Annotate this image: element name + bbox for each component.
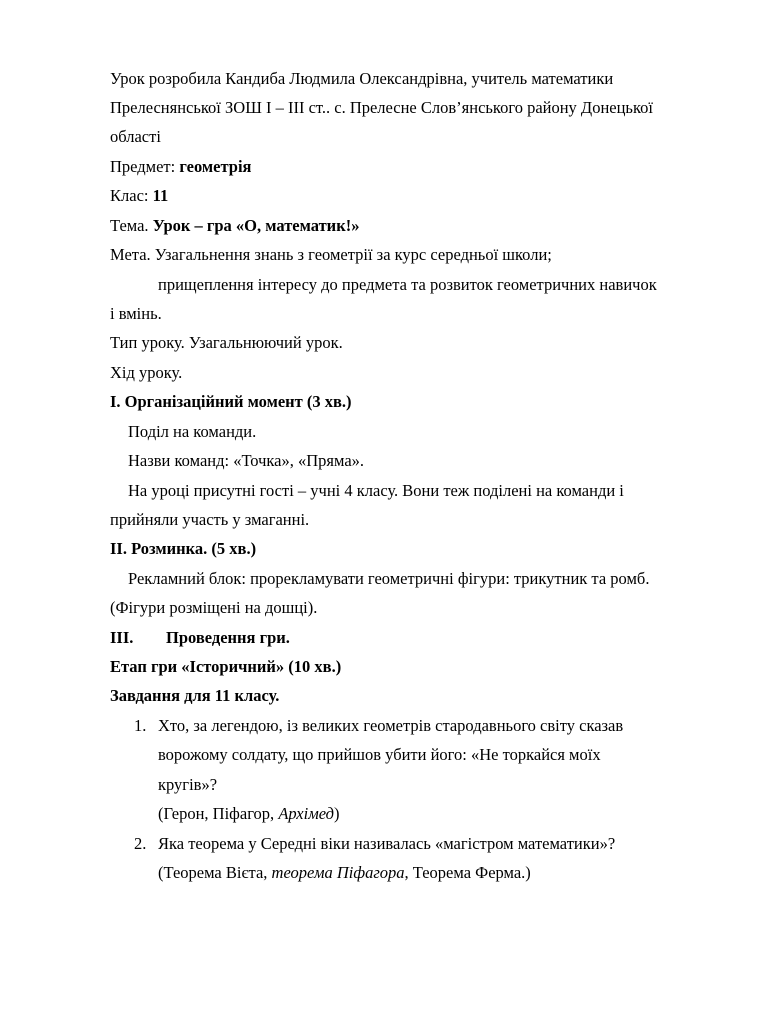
topic-label: Тема. bbox=[110, 216, 153, 235]
question-1-answer-prefix: (Герон, Піфагор, bbox=[158, 804, 279, 823]
section3-heading-text: Проведення гри. bbox=[166, 628, 290, 647]
section2-p1: Рекламний блок: прорекламувати геометричні фігури: трикутник та ромб. bbox=[128, 569, 650, 588]
class-value: 11 bbox=[152, 186, 169, 205]
question-1-number: 1. bbox=[134, 716, 147, 735]
section1-heading: І. Організаційний момент (3 хв.) bbox=[110, 392, 352, 411]
subject-line bbox=[110, 156, 718, 178]
question-1-answer-suffix: ) bbox=[334, 804, 340, 823]
task-heading: Завдання для 11 класу. bbox=[110, 686, 280, 705]
section3-heading bbox=[110, 627, 718, 649]
question-2-line-1 bbox=[134, 833, 718, 855]
question-1-answer bbox=[158, 803, 718, 825]
question-1-answer-correct: Архімед bbox=[278, 804, 335, 823]
author-line-3: області bbox=[110, 127, 161, 146]
question-1-line-1 bbox=[134, 715, 718, 737]
question-1-line-3: кругів»? bbox=[158, 775, 218, 794]
question-2-answer-prefix: (Теорема Вієта, bbox=[158, 863, 272, 882]
author-line-2: Прелеснянської ЗОШ І – ІІІ ст.. с. Прелесне Слов’янського району Донецької bbox=[110, 98, 653, 117]
class-line bbox=[110, 185, 718, 207]
goal-line-2: прищеплення інтересу до предмета та розвиток геометричних навичок bbox=[158, 275, 657, 294]
question-2-answer-correct: теорема Піфагора bbox=[271, 863, 405, 882]
class-label: Клас: bbox=[110, 186, 153, 205]
author-line-1: Урок розробила Кандиба Людмила Олександрівна, учитель математики bbox=[110, 69, 614, 88]
stage-heading: Етап гри «Історичний» (10 хв.) bbox=[110, 657, 342, 676]
topic-line bbox=[110, 215, 718, 237]
section2-p2: (Фігури розміщені на дошці). bbox=[110, 598, 318, 617]
section1-p3-line2: прийняли участь у змаганні. bbox=[110, 510, 310, 529]
goal-line-3: і вмінь. bbox=[110, 304, 162, 323]
question-1-text-1: Хто, за легендою, із великих геометрів стародавнього світу сказав bbox=[158, 716, 624, 735]
question-2-number: 2. bbox=[134, 834, 147, 853]
subject-value: геометрія bbox=[179, 157, 252, 176]
section1-p3-line1: На уроці присутні гості – учні 4 класу. Вони теж поділені на команди і bbox=[128, 481, 624, 500]
topic-value: Урок – гра «О, математик!» bbox=[152, 216, 360, 235]
section2-heading: ІІ. Розминка. (5 хв.) bbox=[110, 539, 257, 558]
lesson-type: Тип уроку. Узагальнюючий урок. bbox=[110, 333, 343, 352]
subject-label: Предмет: bbox=[110, 157, 180, 176]
question-1-line-2: ворожому солдату, що прийшов убити його: «Не торкайся моїх bbox=[158, 745, 601, 764]
section3-heading-num: ІІІ. bbox=[110, 628, 134, 647]
question-2-answer bbox=[158, 862, 718, 884]
lesson-flow: Хід уроку. bbox=[110, 363, 183, 382]
section1-p2: Назви команд: «Точка», «Пряма». bbox=[128, 451, 365, 470]
question-2-text-1: Яка теорема у Середні віки називалась «магістром математики»? bbox=[158, 834, 616, 853]
section1-p1: Поділ на команди. bbox=[128, 422, 257, 441]
goal-line-1: Мета. Узагальнення знань з геометрії за курс середньої школи; bbox=[110, 245, 552, 264]
question-2-answer-suffix: , Теорема Ферма.) bbox=[404, 863, 531, 882]
